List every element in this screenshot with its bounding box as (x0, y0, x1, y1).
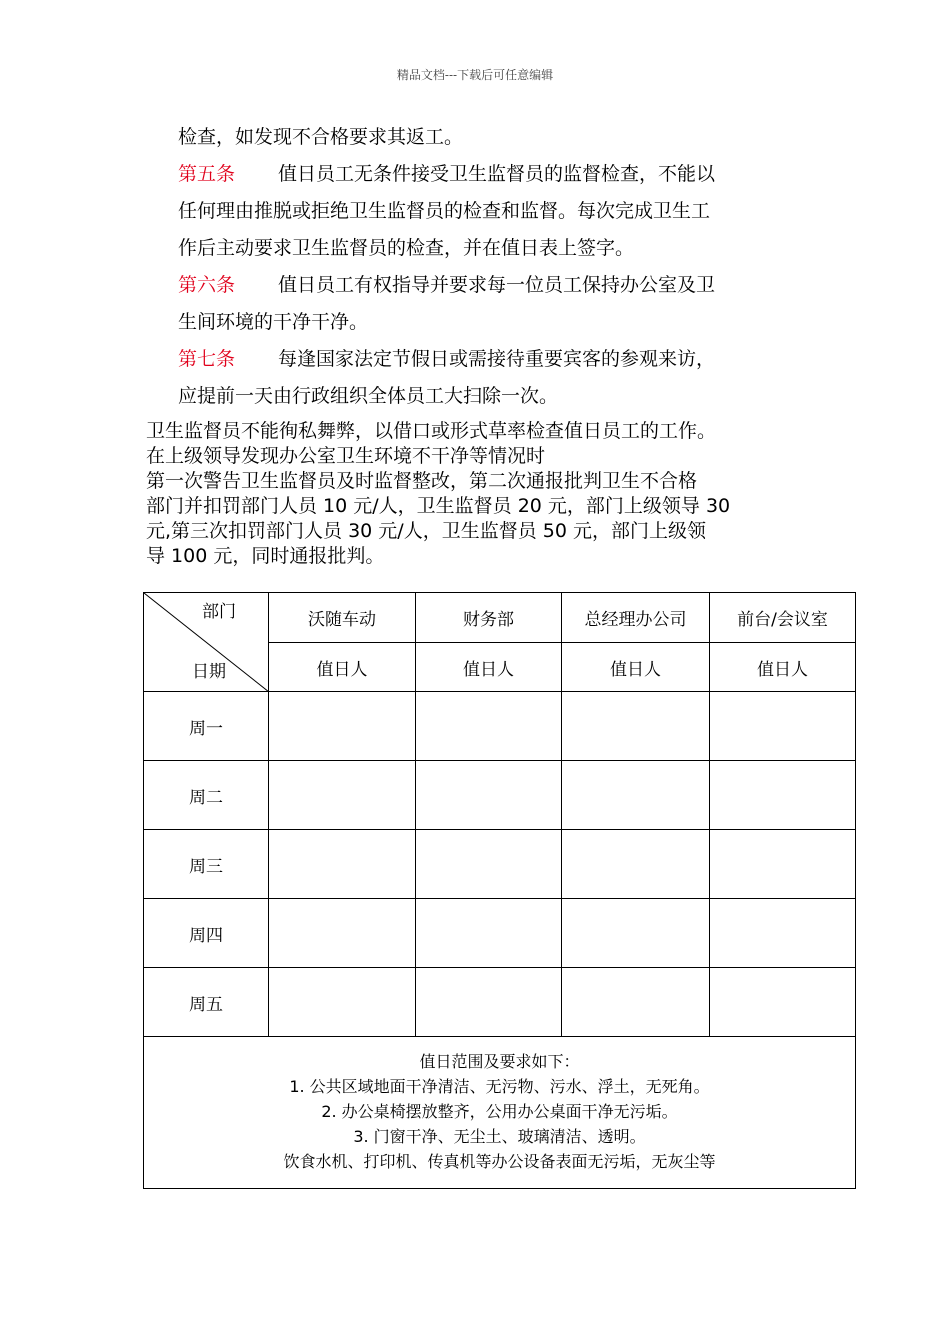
requirements-title: 值日范围及要求如下： (419, 1052, 580, 1071)
requirement-item: 3. 门窗干净、无尘土、玻璃清洁、透明。 (353, 1127, 646, 1146)
department-header: 前台/会议室 (710, 593, 856, 643)
duty-label: 值日人 (416, 643, 562, 692)
article-6-line1: 值日员工有权指导并要求每一位员工保持办公室及卫 (278, 274, 716, 296)
duty-cell[interactable] (416, 761, 562, 830)
duty-cell[interactable] (710, 968, 856, 1037)
table-header-row (144, 593, 856, 643)
day-label: 周一 (144, 692, 269, 761)
duty-cell[interactable] (562, 899, 710, 968)
duty-cell[interactable] (269, 692, 416, 761)
notice-line-1: 卫生监督员不能徇私舞弊，以借口或形式草率检查值日员工的工作。 (146, 420, 717, 442)
duty-cell[interactable] (269, 968, 416, 1037)
duty-cell[interactable] (710, 830, 856, 899)
table-row (144, 830, 856, 899)
duty-label: 值日人 (710, 643, 856, 692)
article-5-label: 第五条 (178, 163, 236, 185)
duty-cell[interactable] (562, 968, 710, 1037)
day-label: 周三 (144, 830, 269, 899)
article-7-label: 第七条 (178, 348, 236, 370)
duty-cell[interactable] (562, 692, 710, 761)
article-6-label: 第六条 (178, 274, 236, 296)
article-5-line2: 任何理由推脱或拒绝卫生监督员的检查和监督。每次完成卫生工 (178, 200, 711, 222)
table-row (144, 761, 856, 830)
requirements-row (144, 1037, 856, 1189)
requirement-item: 饮食水机、打印机、传真机等办公设备表面无污垢，无灰尘等 (283, 1152, 716, 1171)
duty-cell[interactable] (710, 761, 856, 830)
duty-cell[interactable] (416, 692, 562, 761)
duty-cell[interactable] (562, 830, 710, 899)
page-header: 精品文档---下载后可任意编辑 (396, 68, 554, 82)
duty-label: 值日人 (269, 643, 416, 692)
requirement-item: 2. 办公桌椅摆放整齐，公用办公桌面干净无污垢。 (321, 1102, 678, 1121)
article-5-line1: 值日员工无条件接受卫生监督员的监督检查，不能以 (278, 163, 716, 185)
notice-line-5: 元,第三次扣罚部门人员 30 元/人，卫生监督员 50 元，部门上级领 (146, 520, 706, 542)
notice-line-2: 在上级领导发现办公室卫生环境不干净等情况时 (146, 445, 546, 467)
article-6 (178, 267, 828, 304)
duty-cell[interactable] (269, 899, 416, 968)
duty-label: 值日人 (562, 643, 710, 692)
department-header: 总经理办公司 (562, 593, 710, 643)
day-label: 周五 (144, 968, 269, 1037)
table-row (144, 692, 856, 761)
article-continuation: 检查，如发现不合格要求其返工。 (178, 126, 464, 148)
notice-line-3: 第一次警告卫生监督员及时监督整改，第二次通报批判卫生不合格 (146, 470, 698, 492)
corner-label-department: 部门 (202, 602, 236, 622)
duty-cell[interactable] (416, 968, 562, 1037)
day-label: 周二 (144, 761, 269, 830)
corner-label-date: 日期 (192, 662, 226, 682)
article-7 (178, 341, 828, 378)
article-5-line3: 作后主动要求卫生监督员的检查，并在值日表上签字。 (178, 237, 635, 259)
duty-roster-table (143, 592, 856, 1189)
corner-cell (144, 593, 269, 692)
duty-cell[interactable] (269, 830, 416, 899)
department-header: 沃随车动 (269, 593, 416, 643)
duty-cell[interactable] (269, 761, 416, 830)
notice-line-4: 部门并扣罚部门人员 10 元/人，卫生监督员 20 元，部门上级领导 30 (146, 495, 731, 517)
notice-line-6: 导 100 元，同时通报批判。 (146, 545, 385, 567)
requirements-cell (144, 1037, 856, 1189)
article-6-line2: 生间环境的干净干净。 (178, 311, 369, 333)
article-7-line1: 每逢国家法定节假日或需接待重要宾客的参观来访， (278, 348, 716, 370)
duty-cell[interactable] (710, 899, 856, 968)
duty-cell[interactable] (416, 830, 562, 899)
department-header: 财务部 (416, 593, 562, 643)
table-row (144, 968, 856, 1037)
table-row (144, 899, 856, 968)
duty-cell[interactable] (416, 899, 562, 968)
day-label: 周四 (144, 899, 269, 968)
requirement-item: 1. 公共区域地面干净清洁、无污物、污水、浮土，无死角。 (289, 1077, 710, 1096)
duty-cell[interactable] (710, 692, 856, 761)
duty-cell[interactable] (562, 761, 710, 830)
article-5 (178, 156, 828, 193)
article-7-line2: 应提前一天由行政组织全体员工大扫除一次。 (178, 385, 559, 407)
